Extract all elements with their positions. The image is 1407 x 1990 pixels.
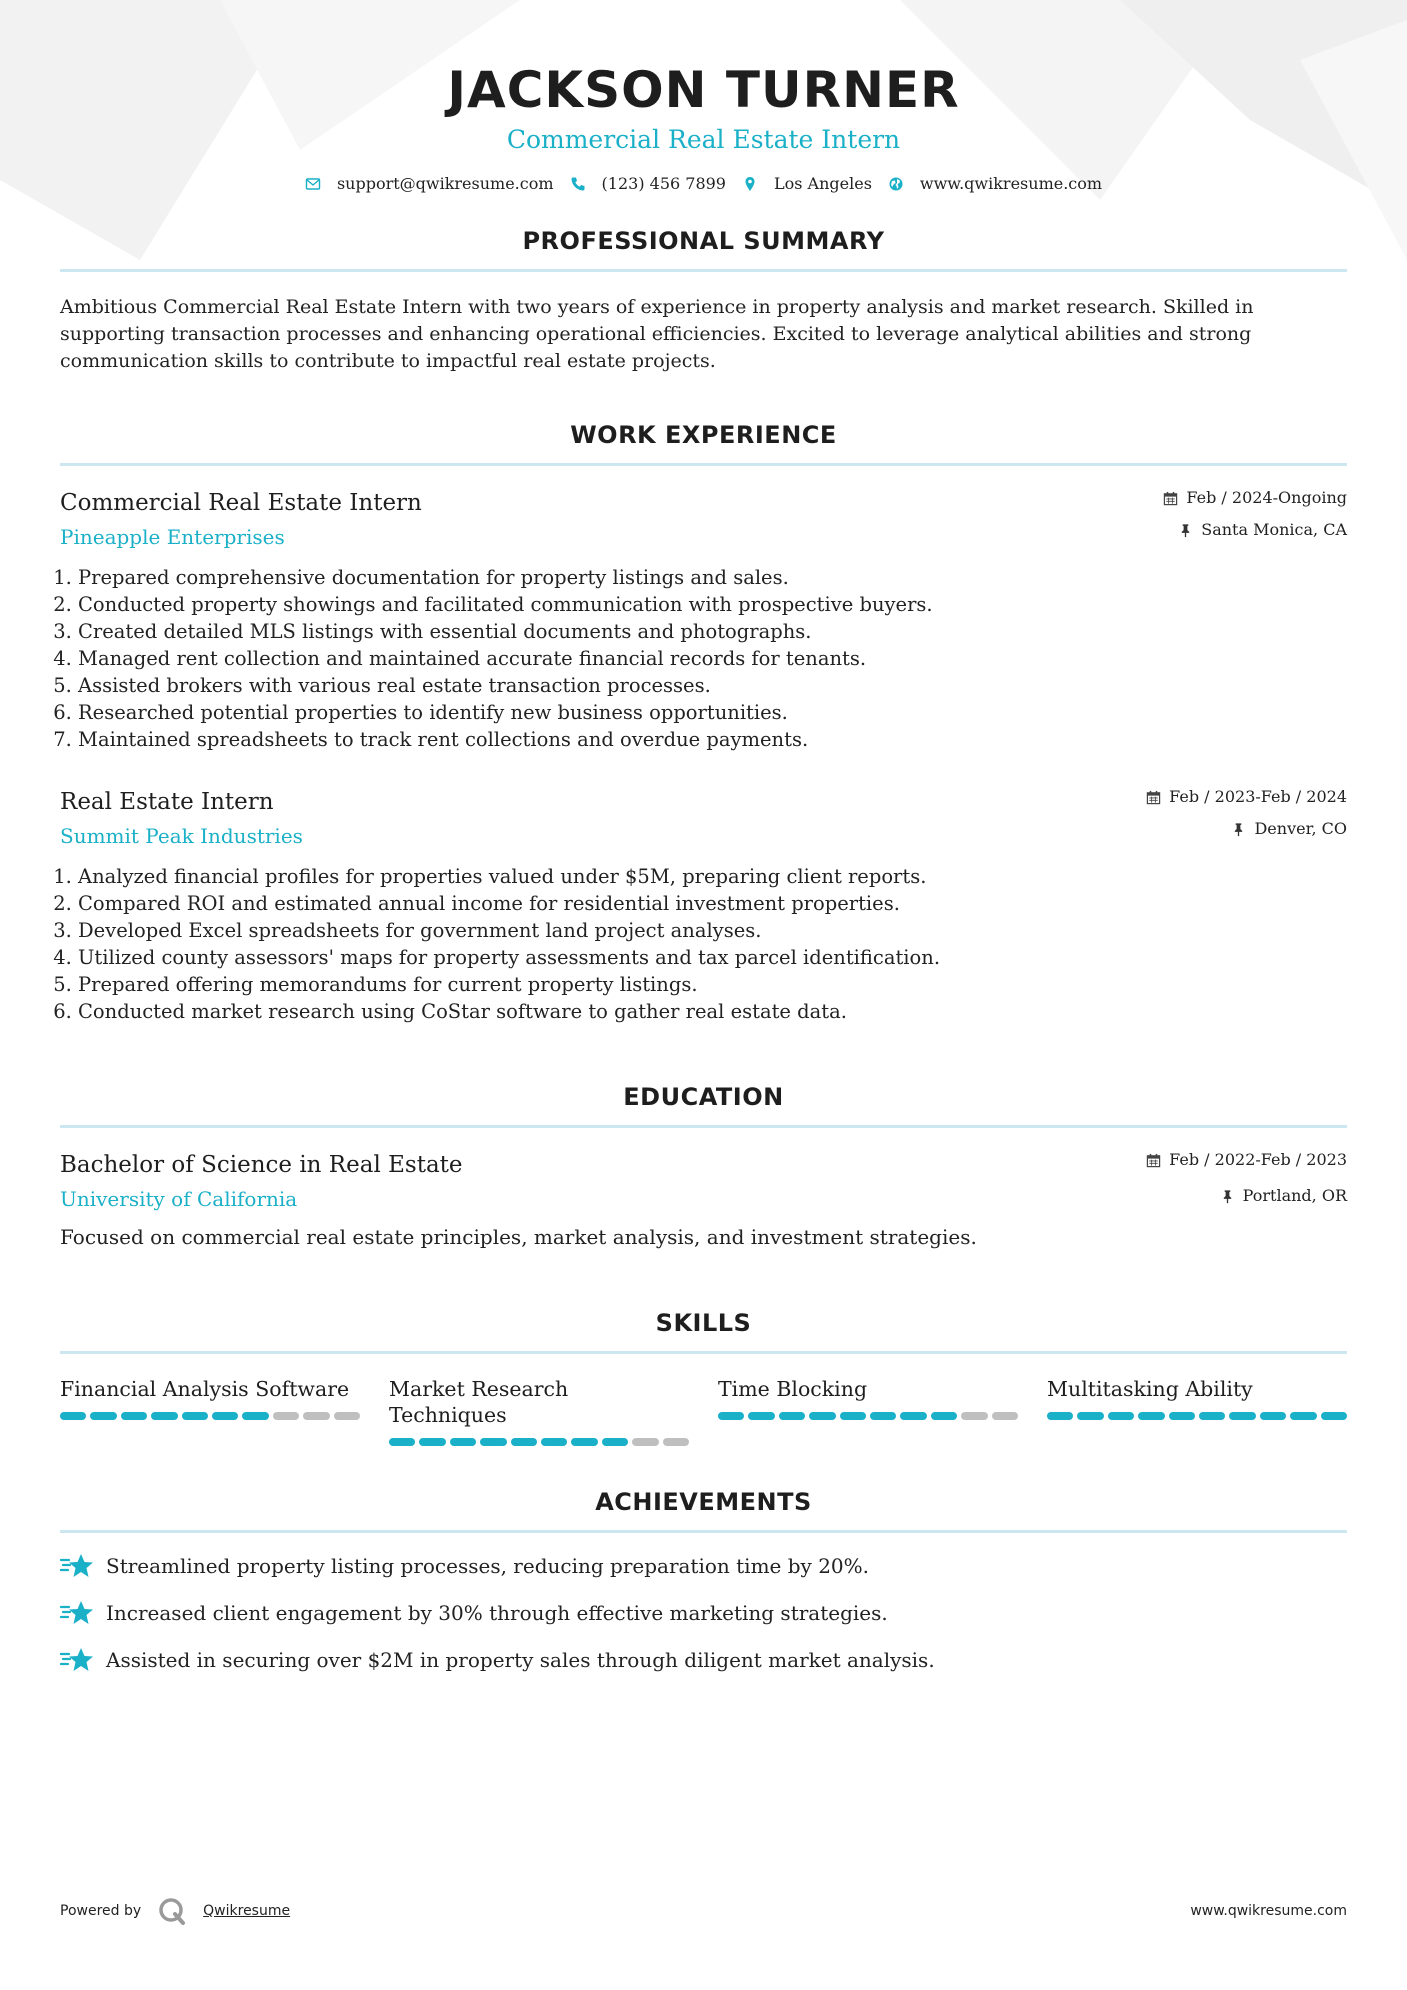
achievement-text: Assisted in securing over $2M in property sales through diligent market analysis. [106,1648,935,1672]
pushpin-icon [1178,523,1193,538]
skill-segment-filled [870,1412,896,1420]
job-responsibilities [60,863,1347,1025]
phone-text: (123) 456 7899 [601,174,726,193]
skill-segment-filled [389,1438,415,1446]
skill-segment-filled [151,1412,177,1420]
skill-level-bar [1047,1412,1347,1420]
skill-segment-filled [511,1438,537,1446]
achievements-divider [60,1530,1347,1533]
experience-divider [60,463,1347,466]
contact-email[interactable] [305,174,554,193]
skill-segment-filled [718,1412,744,1420]
summary-text: Ambitious Commercial Real Estate Intern with two years of experience in property analysis and market research. Skilled in supporting transaction processes and enhancing operational efficiencies. Excited to leverage analytical abilities and strong communication skills to contribute to impactful real estate projects. [60,296,1254,372]
skill-segment-filled [90,1412,116,1420]
skill-level-bar [389,1438,689,1446]
skill-name: Multitasking Ability [1047,1377,1253,1401]
envelope-icon [305,176,321,192]
education-heading: EDUCATION [623,1083,784,1111]
company-name: Summit Peak Industries [60,824,303,848]
skill-segment-empty [303,1412,329,1420]
experience-heading: WORK EXPERIENCE [570,421,837,449]
education-description: Focused on commercial real estate principles, market analysis, and investment strategies. [60,1225,977,1249]
company-name: Pineapple Enterprises [60,525,285,549]
skill-segment-empty [663,1438,689,1446]
footer [60,1896,1347,1926]
shooting-star-icon [60,1551,94,1581]
powered-by-label: Powered by [60,1903,142,1919]
pushpin-icon [1220,1189,1235,1204]
skill-segment-empty [632,1438,658,1446]
candidate-name: JACKSON TURNER [447,61,960,119]
skill-segment-filled [1321,1412,1347,1420]
contact-bar [60,174,1347,193]
list-item: 3. Created detailed MLS listings with essential documents and photographs. [78,618,1347,645]
list-item [60,1598,1347,1628]
skill-level-bar [60,1412,360,1420]
job-entry [60,488,1347,753]
skill-segment-filled [779,1412,805,1420]
achievements-heading: ACHIEVEMENTS [595,1488,812,1516]
skill-segment-filled [840,1412,866,1420]
skill-segment-filled [419,1438,445,1446]
contact-location [742,174,872,193]
list-item: 6. Researched potential properties to identify new business opportunities. [78,699,1347,726]
skill-segment-filled [1077,1412,1103,1420]
skill-segment-filled [1047,1412,1073,1420]
location-text: Los Angeles [773,174,872,193]
candidate-title: Commercial Real Estate Intern [506,125,901,154]
skill-segment-filled [121,1412,147,1420]
skill-segment-filled [450,1438,476,1446]
skill-segment-filled [900,1412,926,1420]
skill-segment-filled [182,1412,208,1420]
achievement-text: Increased client engagement by 30% through effective marketing strategies. [106,1601,888,1625]
job-title: Real Estate Intern [60,789,274,815]
list-item [60,1551,1347,1581]
education-location: Portland, OR [1242,1186,1347,1205]
skill-item [718,1376,1018,1446]
list-item: 3. Developed Excel spreadsheets for government land project analyses. [78,917,1347,944]
skill-segment-empty [992,1412,1018,1420]
phone-icon [570,176,586,192]
skill-segment-filled [541,1438,567,1446]
list-item: 7. Maintained spreadsheets to track rent collections and overdue payments. [78,726,1347,753]
contact-phone[interactable] [570,174,726,193]
job-entry [60,787,1347,1025]
achievements-list [60,1551,1347,1675]
skill-level-bar [718,1412,1018,1420]
skill-segment-filled [480,1438,506,1446]
globe-icon [888,176,904,192]
education-entry [60,1150,1347,1251]
skill-segment-empty [334,1412,360,1420]
skill-segment-filled [931,1412,957,1420]
skill-item [1047,1376,1347,1446]
skill-segment-filled [242,1412,268,1420]
skill-name: Time Blocking [718,1377,868,1401]
shooting-star-icon [60,1598,94,1628]
job-location: Denver, CO [1254,819,1347,838]
skill-segment-empty [273,1412,299,1420]
skill-name: Financial Analysis Software [60,1377,350,1401]
summary-heading: PROFESSIONAL SUMMARY [522,227,885,255]
skill-segment-empty [961,1412,987,1420]
skill-segment-filled [1260,1412,1286,1420]
skill-segment-filled [212,1412,238,1420]
education-dates: Feb / 2022-Feb / 2023 [1169,1150,1347,1169]
qwikresume-link[interactable]: Qwikresume [203,1903,291,1919]
job-responsibilities [60,564,1347,753]
contact-website[interactable] [888,174,1102,193]
summary-divider [60,269,1347,272]
list-item: 2. Compared ROI and estimated annual income for residential investment properties. [78,890,1347,917]
skill-segment-filled [809,1412,835,1420]
skill-segment-filled [1229,1412,1255,1420]
skill-segment-filled [1199,1412,1225,1420]
website-text: www.qwikresume.com [919,174,1103,193]
education-divider [60,1125,1347,1128]
skill-segment-filled [1169,1412,1195,1420]
achievement-text: Streamlined property listing processes, reducing preparation time by 20%. [106,1554,870,1578]
list-item: 6. Conducted market research using CoStar software to gather real estate data. [78,998,1347,1025]
school-name: University of California [60,1187,298,1211]
list-item: 5. Prepared offering memorandums for current property listings. [78,971,1347,998]
pushpin-icon [1231,822,1246,837]
list-item: 2. Conducted property showings and facilitated communication with prospective buyers. [78,591,1347,618]
list-item: 4. Utilized county assessors' maps for property assessments and tax parcel identification. [78,944,1347,971]
job-dates: Feb / 2023-Feb / 2024 [1169,787,1347,806]
skill-segment-filled [571,1438,597,1446]
skill-segment-filled [1290,1412,1316,1420]
calendar-icon [1146,1153,1161,1168]
email-text: support@qwikresume.com [336,174,554,193]
skill-name: Market Research Techniques [389,1377,569,1427]
list-item: 5. Assisted brokers with various real estate transaction processes. [78,672,1347,699]
list-item: 1. Prepared comprehensive documentation for property listings and sales. [78,564,1347,591]
calendar-icon [1163,491,1178,506]
skill-segment-filled [602,1438,628,1446]
list-item: 4. Managed rent collection and maintained accurate financial records for tenants. [78,645,1347,672]
skills-divider [60,1351,1347,1354]
skills-heading: SKILLS [655,1309,752,1337]
job-dates: Feb / 2024-Ongoing [1186,488,1347,507]
skill-segment-filled [1138,1412,1164,1420]
map-pin-icon [742,176,758,192]
calendar-icon [1146,790,1161,805]
job-title: Commercial Real Estate Intern [60,490,422,516]
skill-item [60,1376,360,1446]
skill-segment-filled [60,1412,86,1420]
shooting-star-icon [60,1645,94,1675]
skills-list [60,1376,1347,1446]
skill-segment-filled [1108,1412,1134,1420]
footer-website-link[interactable]: www.qwikresume.com [1190,1903,1347,1919]
list-item [60,1645,1347,1675]
skill-item [389,1376,689,1446]
job-location: Santa Monica, CA [1201,520,1347,539]
qwikresume-logo-icon [157,1896,187,1926]
skill-segment-filled [748,1412,774,1420]
degree-title: Bachelor of Science in Real Estate [60,1152,463,1178]
list-item: 1. Analyzed financial profiles for properties valued under $5M, preparing client reports. [78,863,1347,890]
